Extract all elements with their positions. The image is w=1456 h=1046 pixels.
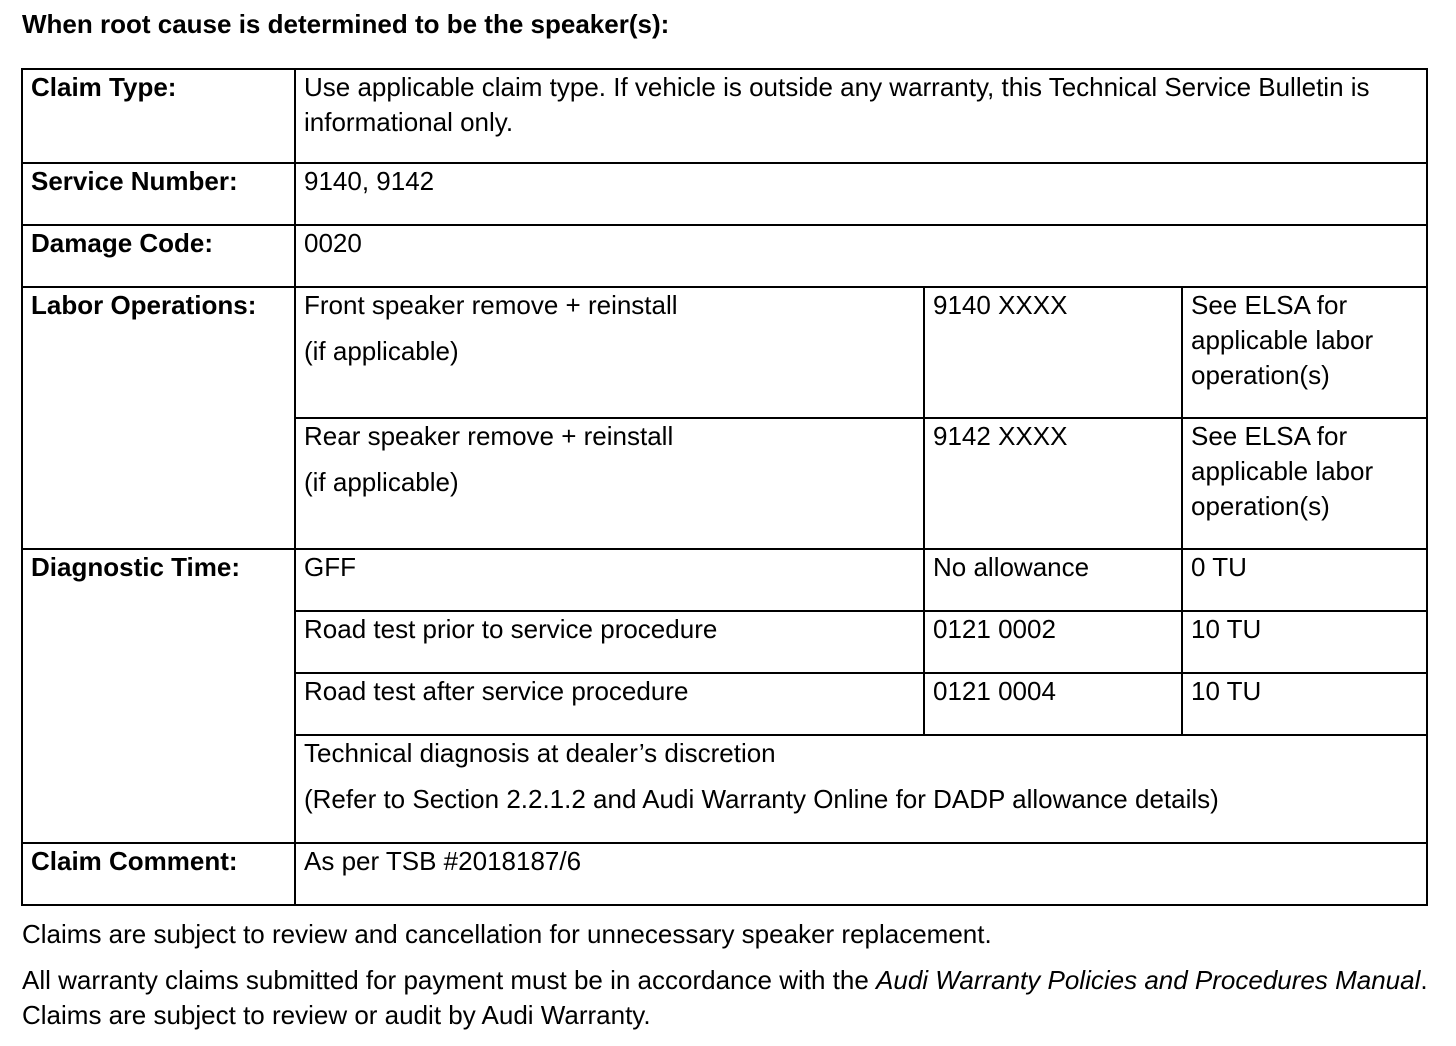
diagnostic-code: 0121 0002 (924, 611, 1182, 673)
diagnostic-time-label: Diagnostic Time: (22, 549, 295, 843)
diagnostic-time-value: 0 TU (1182, 549, 1427, 611)
technical-diagnosis-text: Technical diagnosis at dealer’s discretion (304, 738, 776, 768)
damage-code-label: Damage Code: (22, 225, 295, 287)
warranty-claim-table (21, 68, 1428, 906)
claim-comment-label: Claim Comment: (22, 843, 295, 905)
policy-note-suffix: . Claims are subject to review or audit by Audi Warranty. (22, 965, 1428, 1030)
technical-diagnosis-cell (295, 735, 1427, 843)
claim-type-value: Use applicable claim type. If vehicle is outside any warranty, this Technical Service Bulletin is informational only. (295, 69, 1427, 163)
damage-code-value: 0020 (295, 225, 1427, 287)
labor-op-code: 9142 XXXX (924, 418, 1182, 549)
claim-comment-row (22, 843, 1427, 905)
service-number-row (22, 163, 1427, 225)
damage-code-row (22, 225, 1427, 287)
diagnostic-description: GFF (295, 549, 924, 611)
labor-op-time: See ELSA for applicable labor operation(s) (1182, 418, 1427, 549)
diagnostic-time-value: 10 TU (1182, 611, 1427, 673)
claim-type-row (22, 69, 1427, 163)
diagnostic-description: Road test prior to service procedure (295, 611, 924, 673)
labor-op-code: 9140 XXXX (924, 287, 1182, 418)
claim-comment-value: As per TSB #2018187/6 (295, 843, 1427, 905)
labor-op-description (295, 287, 924, 418)
labor-op-description (295, 418, 924, 549)
labor-op-desc-text: Front speaker remove + reinstall (304, 290, 678, 320)
technical-diagnosis-reference: (Refer to Section 2.2.1.2 and Audi Warranty Online for DADP allowance details) (304, 784, 1219, 814)
section-heading: When root cause is determined to be the speaker(s): (22, 9, 670, 39)
footnotes (22, 917, 1432, 1033)
diagnostic-description: Road test after service procedure (295, 673, 924, 735)
policy-note-prefix: All warranty claims submitted for payment must be in accordance with the (22, 965, 877, 995)
diagnostic-time-row (22, 549, 1427, 611)
labor-operations-label: Labor Operations: (22, 287, 295, 549)
diagnostic-time-value: 10 TU (1182, 673, 1427, 735)
service-number-label: Service Number: (22, 163, 295, 225)
service-number-value: 9140, 9142 (295, 163, 1427, 225)
labor-op-desc-note: (if applicable) (304, 467, 459, 497)
labor-op-desc-note: (if applicable) (304, 336, 459, 366)
diagnostic-code: No allowance (924, 549, 1182, 611)
policy-note (22, 963, 1432, 1033)
policy-manual-title: Audi Warranty Policies and Procedures Manual (876, 965, 1421, 995)
claim-type-label: Claim Type: (22, 69, 295, 163)
review-note: Claims are subject to review and cancellation for unnecessary speaker replacement. (22, 919, 992, 949)
labor-op-time: See ELSA for applicable labor operation(s) (1182, 287, 1427, 418)
labor-operation-row (22, 287, 1427, 418)
diagnostic-code: 0121 0004 (924, 673, 1182, 735)
labor-op-desc-text: Rear speaker remove + reinstall (304, 421, 674, 451)
